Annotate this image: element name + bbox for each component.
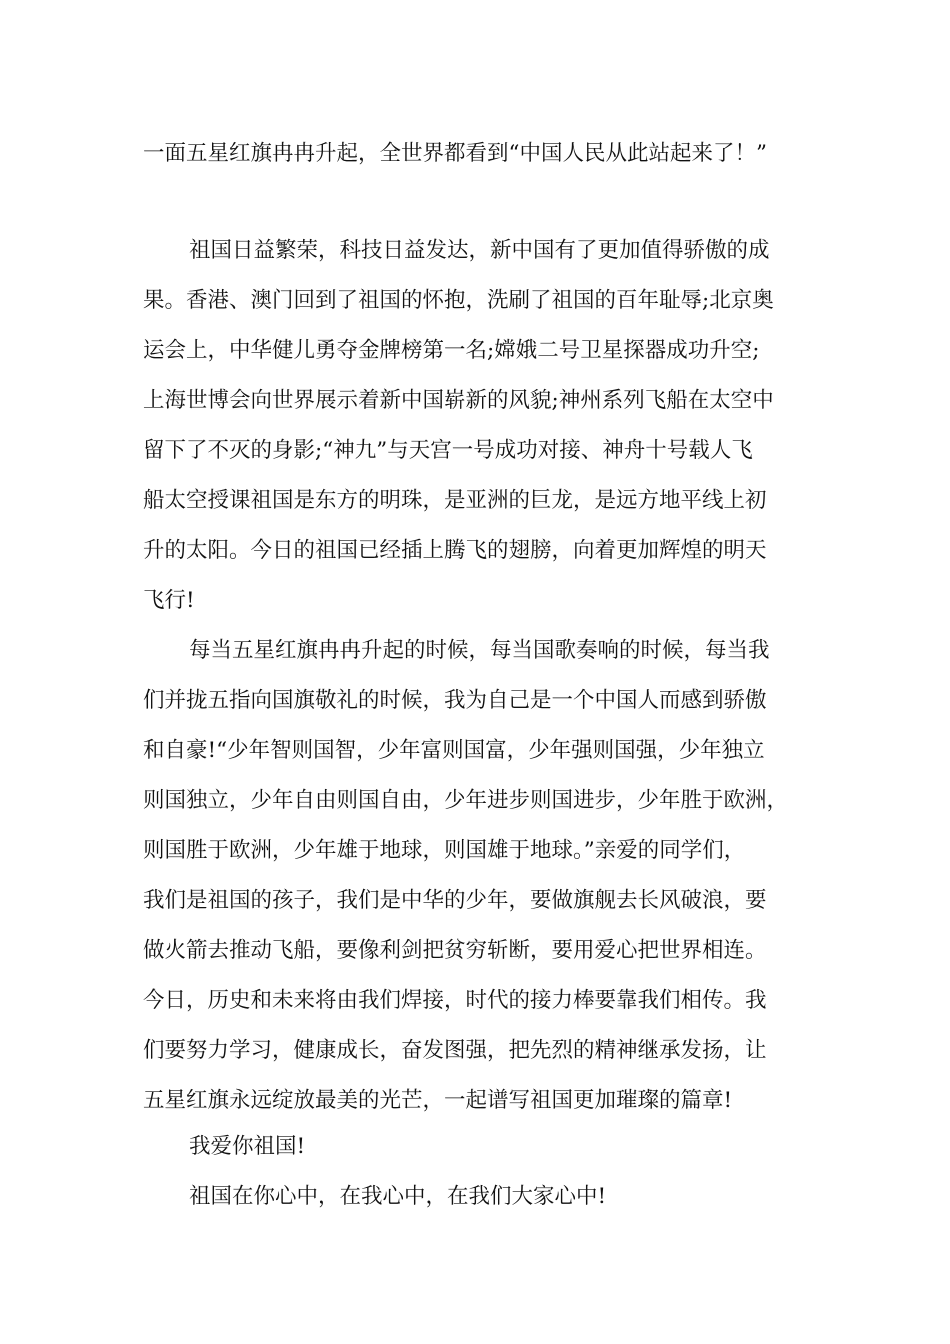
text-line: 们要努力学习，健康成长，奋发图强，把先烈的精神继承发扬，让 xyxy=(143,1038,767,1063)
text-line: 则国独立，少年自由则国自由，少年进步则国进步，少年胜于欧洲， xyxy=(143,788,789,813)
text-line: 运会上，中华健儿勇夺金牌榜第一名;嫦娥二号卫星探器成功升空; xyxy=(143,338,760,363)
text-line: 五星红旗永远绽放最美的光芒，一起谱写祖国更加璀璨的篇章! xyxy=(143,1088,733,1113)
text-line: 祖国在你心中，在我心中，在我们大家心中! xyxy=(189,1184,607,1209)
paragraph-pride xyxy=(143,626,833,1126)
text-line: 祖国日益繁荣，科技日益发达，新中国有了更加值得骄傲的成 xyxy=(189,238,770,263)
text-line: 们并拢五指向国旗敬礼的时候，我为自己是一个中国人而感到骄傲 xyxy=(143,688,767,713)
paragraph-closing xyxy=(143,1172,833,1222)
text-line: 升的太阳。今日的祖国已经插上腾飞的翅膀，向着更加辉煌的明天 xyxy=(143,538,767,563)
text-line: 每当五星红旗冉冉升起的时候，每当国歌奏响的时候，每当我 xyxy=(189,638,770,663)
text-line: 上海世博会向世界展示着新中国崭新的风貌;神州系列飞船在太空中 xyxy=(143,388,774,413)
text-line: 我们是祖国的孩子，我们是中华的少年，要做旗舰去长风破浪，要 xyxy=(143,888,767,913)
text-line: 和自豪!“少年智则国智，少年富则国富，少年强则国强，少年独立 xyxy=(143,738,765,763)
text-line: 船太空授课祖国是东方的明珠，是亚洲的巨龙，是远方地平线上初 xyxy=(143,488,767,513)
text-line: 今日，历史和未来将由我们焊接，时代的接力棒要靠我们相传。我 xyxy=(143,988,767,1013)
text-line: 飞行! xyxy=(143,588,195,613)
opening-line xyxy=(143,129,833,179)
paragraph-achievements xyxy=(143,226,833,626)
text-line: 留下了不灭的身影;“神九”与天宫一号成功对接、神舟十号载人飞 xyxy=(143,438,753,463)
text-line: 则国胜于欧洲，少年雄于地球，则国雄于地球。”亲爱的同学们， xyxy=(143,838,746,863)
text-line: 一面五星红旗冉冉升起，全世界都看到“中国人民从此站起来了！” xyxy=(143,141,767,166)
text-line: 做火箭去推动飞船，要像利剑把贫穷斩断，要用爱心把世界相连。 xyxy=(143,938,767,963)
text-line: 我爱你祖国! xyxy=(189,1134,306,1159)
text-line: 果。香港、澳门回到了祖国的怀抱，洗刷了祖国的百年耻辱;北京奥 xyxy=(143,288,774,313)
paragraph-love xyxy=(143,1122,833,1172)
